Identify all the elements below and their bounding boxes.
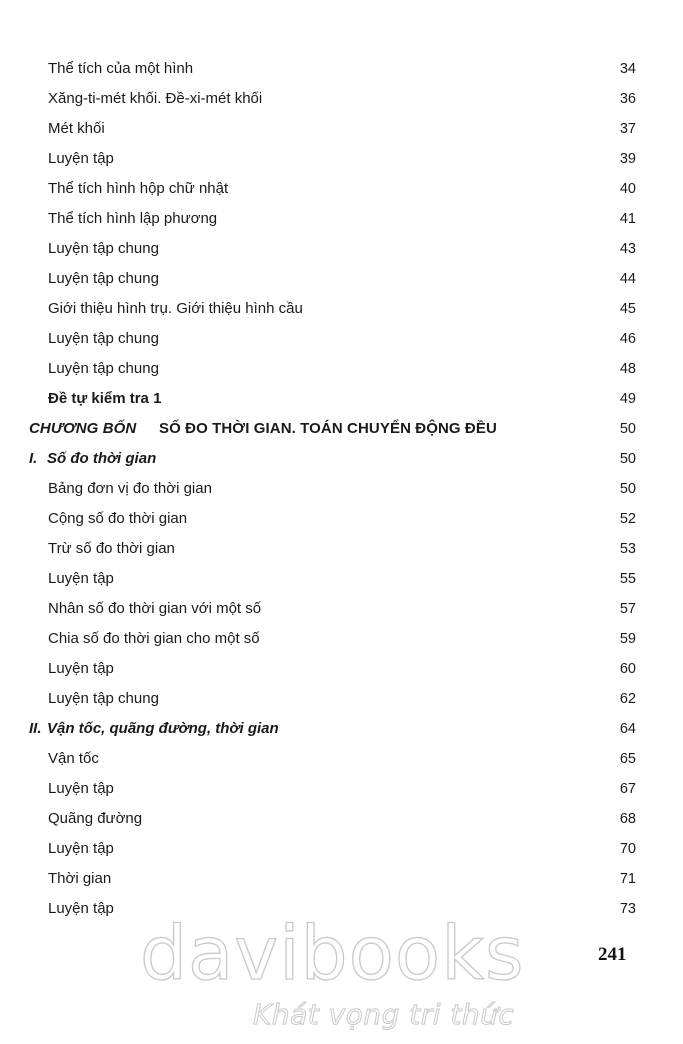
toc-entry-page: 39: [619, 151, 636, 167]
toc-entry: [0, 684, 683, 714]
toc-entry: [0, 324, 683, 354]
chapter-name: SỐ ĐO THỜI GIAN. TOÁN CHUYỂN ĐỘNG ĐỀU: [159, 420, 497, 437]
toc-entry-title: Luyện tập: [48, 660, 114, 677]
toc-entry-page: 40: [619, 181, 636, 197]
toc-entry-title: Chia số đo thời gian cho một số: [48, 630, 260, 647]
toc-entry-title: Cộng số đo thời gian: [48, 510, 188, 527]
toc-entry-page: 67: [619, 781, 636, 797]
toc-entry-page: 50: [619, 451, 636, 467]
toc-entry-title: Luyện tập chung: [48, 270, 159, 287]
toc-entry-page: 48: [619, 361, 636, 377]
toc-entry: [0, 354, 683, 384]
toc-entry: [0, 534, 683, 564]
toc-entry-title: Luyện tập chung: [48, 240, 159, 257]
toc-entry-page: 46: [619, 331, 636, 347]
toc-entry: [0, 834, 683, 864]
toc-entry: [0, 744, 683, 774]
toc-entry: [0, 84, 683, 114]
toc-entry-title: Thể tích của một hình: [48, 60, 194, 77]
section-name: Số đo thời gian: [47, 450, 157, 467]
toc-entry: [0, 474, 683, 504]
section-title: [29, 714, 279, 744]
toc-entry: [0, 864, 683, 894]
toc-entry-title: Đề tự kiểm tra 1: [48, 390, 162, 407]
toc-entry-title: Luyện tập: [48, 150, 114, 167]
toc-entry-title: Luyện tập: [48, 840, 114, 857]
chapter-title: [29, 414, 497, 444]
toc-entry: [0, 264, 683, 294]
toc-entry-title: Luyện tập chung: [48, 690, 159, 707]
toc-entry-page: 45: [619, 301, 636, 317]
toc-entry: [0, 174, 683, 204]
chapter-label: CHƯƠNG BỐN: [29, 420, 137, 437]
toc-entry-title: Thể tích hình lập phương: [48, 210, 218, 227]
section-number: II.: [29, 720, 42, 737]
toc-section-heading: [0, 714, 683, 744]
toc-entry: [0, 624, 683, 654]
toc-section-heading: [0, 444, 683, 474]
toc-entry-page: 62: [619, 691, 636, 707]
toc-entry-page: 50: [619, 481, 636, 497]
toc-entry-title: Luyện tập: [48, 570, 114, 587]
toc-entry-page: 52: [619, 511, 636, 527]
toc-entry-page: 68: [619, 811, 636, 827]
toc-test-entry: [0, 384, 683, 414]
toc-entry-page: 57: [619, 601, 636, 617]
toc-entry: [0, 204, 683, 234]
toc-entry-page: 49: [619, 391, 636, 407]
toc-entry-page: 60: [619, 661, 636, 677]
toc-entry-title: Bảng đơn vị đo thời gian: [48, 480, 212, 497]
toc-entry: [0, 234, 683, 264]
toc-entry-page: 73: [619, 901, 636, 917]
toc-entry-page: 71: [619, 871, 636, 887]
toc-entry: [0, 294, 683, 324]
section-title: [29, 444, 156, 474]
toc-entry-title: Xăng-ti-mét khối. Đề-xi-mét khối: [48, 90, 263, 107]
toc-entry-title: Mét khối: [48, 120, 105, 137]
watermark-brand: davibooks: [140, 911, 525, 997]
section-number: I.: [29, 450, 38, 467]
page-number: 241: [598, 944, 627, 965]
section-name: Vận tốc, quãng đường, thời gian: [47, 720, 279, 737]
toc-entry: [0, 654, 683, 684]
toc-entry-page: 70: [619, 841, 636, 857]
toc-entry-page: 37: [619, 121, 636, 137]
toc-entry: [0, 894, 683, 924]
toc-chapter-heading: [0, 414, 683, 444]
toc-entry-title: Luyện tập chung: [48, 330, 159, 347]
toc-entry-title: Nhân số đo thời gian với một số: [48, 600, 262, 617]
toc-entry-page: 34: [619, 61, 636, 77]
toc-entry: [0, 54, 683, 84]
toc-entry: [0, 774, 683, 804]
toc-entry-page: 59: [619, 631, 636, 647]
toc-entry-page: 43: [619, 241, 636, 257]
toc-entry: [0, 804, 683, 834]
toc-entry-title: Quãng đường: [48, 810, 143, 827]
toc-entry-title: Luyện tập: [48, 900, 114, 917]
toc-entry-page: 64: [619, 721, 636, 737]
toc-entry-title: Giới thiệu hình trụ. Giới thiệu hình cầu: [48, 300, 303, 317]
toc-entry-title: Thời gian: [48, 870, 112, 887]
toc-entry-page: 36: [619, 91, 636, 107]
toc-entry-page: 53: [619, 541, 636, 557]
toc-entry-title: Luyện tập: [48, 780, 114, 797]
toc-entry: [0, 114, 683, 144]
toc-entry-page: 55: [619, 571, 636, 587]
toc-entry-page: 50: [619, 421, 636, 437]
toc-entry-page: 44: [619, 271, 636, 287]
toc-entry-page: 65: [619, 751, 636, 767]
watermark-tagline: Khát vọng tri thức: [253, 998, 515, 1031]
toc-entry-title: Luyện tập chung: [48, 360, 159, 377]
toc-entry-title: Vận tốc: [48, 750, 99, 767]
toc-entry-page: 41: [619, 211, 636, 227]
toc-entry: [0, 594, 683, 624]
toc-entry-title: Trừ số đo thời gian: [48, 540, 175, 557]
toc-entry: [0, 504, 683, 534]
toc-entry-title: Thể tích hình hộp chữ nhật: [48, 180, 229, 197]
toc-entry: [0, 144, 683, 174]
toc-entry: [0, 564, 683, 594]
